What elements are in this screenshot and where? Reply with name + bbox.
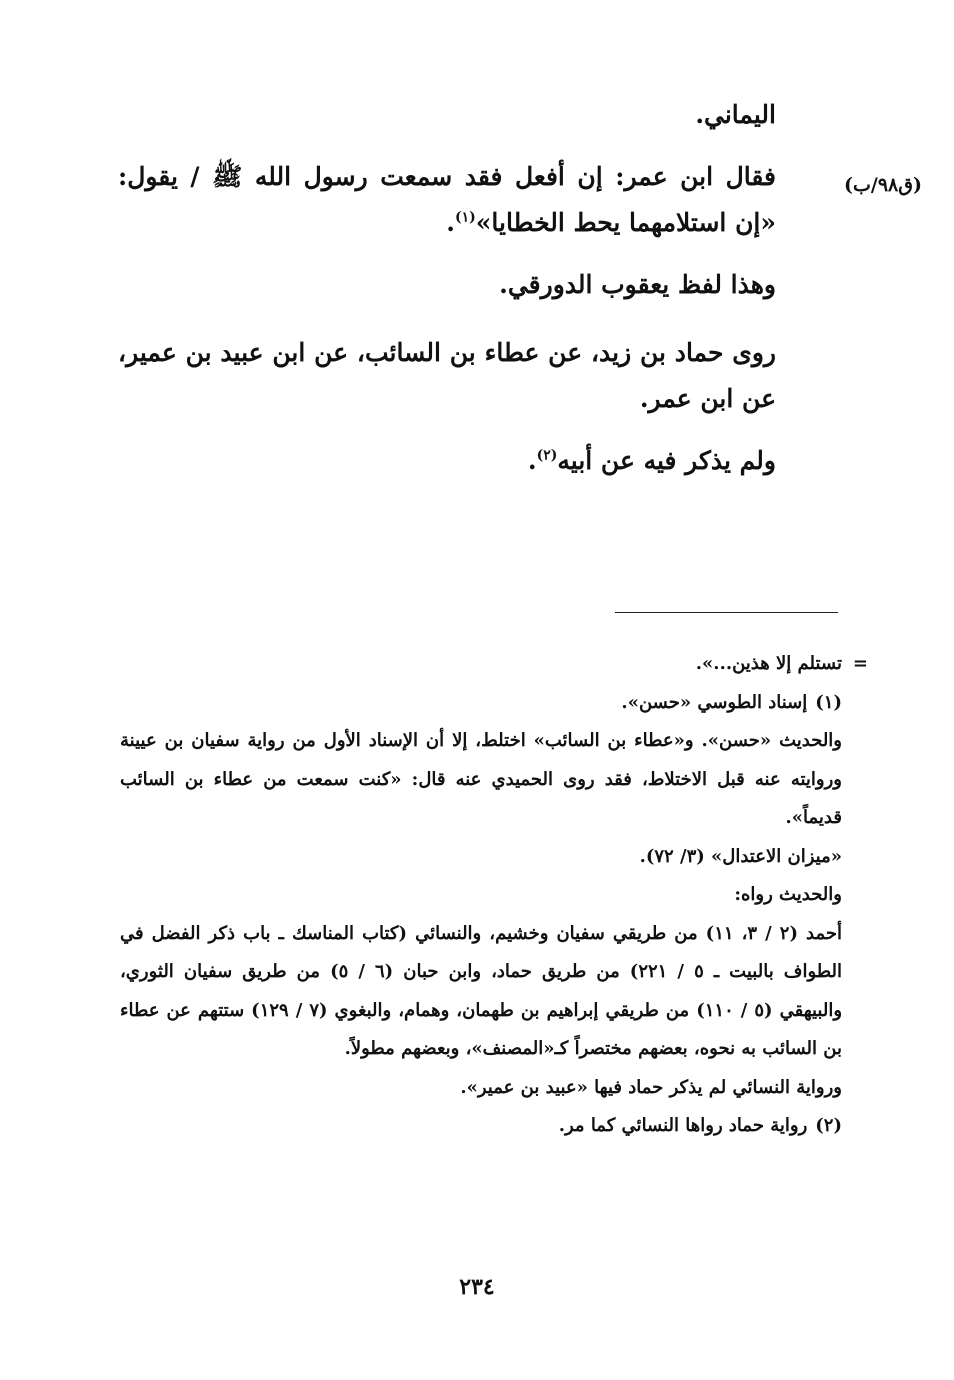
continuation-text: تستلم إلا هذين...». bbox=[695, 653, 842, 674]
footnote-1-line-3: «ميزان الاعتدال» (٣/ ٧٢). bbox=[639, 845, 842, 867]
paragraph-4: روى حماد بن زيد، عن عطاء بن السائب، عن ابن عبيد بن عمير، عن ابن عمر. bbox=[118, 338, 776, 413]
paragraph-5-text: ولم يذكر فيه عن أبيه bbox=[557, 446, 776, 475]
footnote-separator bbox=[615, 612, 838, 613]
paragraph-2-text: فقال ابن عمر: إن أفعل فقد سمعت رسول الله ﷺ / يقول: «إن استلامهما يحط الخطايا» bbox=[118, 162, 776, 237]
page-number: ٢٣٤ bbox=[459, 1274, 495, 1300]
footnote-1-number: (١) bbox=[815, 691, 842, 713]
main-text bbox=[118, 92, 834, 484]
footnote-2-number: (٢) bbox=[815, 1115, 842, 1136]
footnote-1-line-6: ورواية النسائي لم يذكر حماد فيها «عبيد بن عمير». bbox=[460, 1076, 842, 1098]
manuscript-folio-note: (ق٩٨/ب) bbox=[844, 174, 922, 196]
footnote-1-heading bbox=[120, 684, 842, 723]
paragraph-1: اليماني. bbox=[695, 100, 776, 129]
paragraph-5: ولم يذكر فيه عن أبيه$^{(٢)}$. bbox=[527, 446, 776, 475]
footnote-1-line-2: والحديث «حسن». و«عطاء بن السائب» اختلط، إلا أن الإسناد الأول من رواية سفيان بن عيينة وروايته عنه قبل الاختلاط، فقد روى الحميدي عنه قال: «كنت سمعت من عطاء بن السائب قديماً». bbox=[120, 730, 842, 828]
continuation-mark: = bbox=[852, 653, 868, 674]
footnote-1-line-1: إسناد الطوسي «حسن». bbox=[621, 691, 808, 713]
paragraph-3: وهذا لفظ يعقوب الدورقي. bbox=[499, 270, 776, 299]
footnote-ref-1[interactable]: (١) bbox=[454, 209, 476, 226]
footnote-1-line-4: والحديث رواه: bbox=[734, 884, 842, 905]
footnote-1-line-5: أحمد (٢ / ٣، ١١) من طريقي سفيان وخشيم، والنسائي (كتاب المناسك ـ باب ذكر الفضل في الطواف بالبيت ـ ٥ / ٢٢١) من طريق حماد، وابن حبان (٦ / ٥) من طريق سفيان الثوري، والبيهقي (٥ / ١١٠) من طريقي إبراهيم بن طهمان، وهمام، والبغوي (٧ / ١٢٩) ستتهم عن عطاء بن السائب به نحوه، بعضهم مختصراً كـ«المصنف»، وبعضهم مطولاً. bbox=[120, 922, 843, 1059]
footnotes bbox=[120, 645, 868, 1146]
footnote-2-text: رواية حماد رواها النسائي كما مر. bbox=[558, 1115, 808, 1136]
footnote-2 bbox=[120, 1107, 842, 1146]
footnote-ref-2[interactable]: (٢) bbox=[536, 447, 558, 464]
paragraph-2: فقال ابن عمر: إن أفعل فقد سمعت رسول الله ﷺ / يقول: «إن استلامهما يحط الخطايا»$^{(١)}$. bbox=[118, 162, 776, 237]
footnote-continuation bbox=[120, 645, 868, 684]
